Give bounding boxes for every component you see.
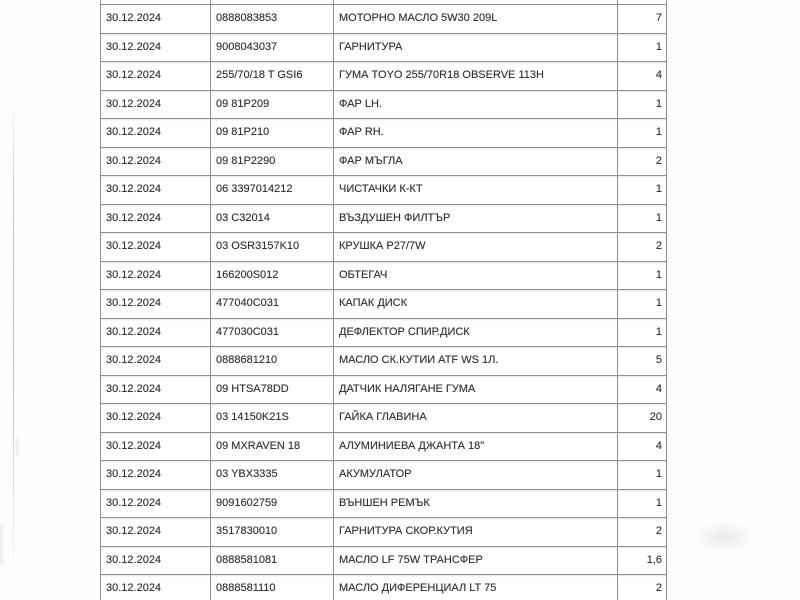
cell-part-number: 09 81P210	[211, 119, 334, 147]
cell-quantity: 5	[618, 347, 667, 375]
cell-date: 30.12.2024	[101, 547, 211, 575]
table-row	[101, 5, 667, 34]
cell-date: 30.12.2024	[101, 347, 211, 375]
cell-date: 30.12.2024	[101, 319, 211, 347]
cell-description: ГАРНИТУРА	[334, 34, 618, 62]
cell-quantity: 4	[618, 376, 667, 404]
cell-quantity: 2	[618, 233, 667, 261]
table-row	[101, 148, 667, 177]
cell-part-number: 03 14150K21S	[211, 404, 334, 432]
table-row	[101, 433, 667, 462]
cell-date: 30.12.2024	[101, 461, 211, 489]
cell-date: 30.12.2024	[101, 119, 211, 147]
table-row	[101, 404, 667, 433]
cell-quantity: 2	[618, 148, 667, 176]
cell-quantity: 7	[618, 5, 667, 33]
cell-part-number: 09 81P2290	[211, 148, 334, 176]
table-row	[101, 518, 667, 547]
cell-quantity: 1	[618, 290, 667, 318]
table-row	[101, 91, 667, 120]
cell-part-number: 9008043037	[211, 34, 334, 62]
cell-part-number: 06 3397014212	[211, 176, 334, 204]
cell-part-number: 0888581110	[211, 575, 334, 600]
cell-description: ДАТЧИК НАЛЯГАНЕ ГУМА	[334, 376, 618, 404]
cell-date: 30.12.2024	[101, 490, 211, 518]
cell-quantity: 1	[618, 319, 667, 347]
cell-part-number: 9091602759	[211, 490, 334, 518]
cell-part-number: 3517830010	[211, 518, 334, 546]
cell-description: КАПАК ДИСК	[334, 290, 618, 318]
cell-part-number: 0888681210	[211, 347, 334, 375]
cell-description: ГУМА TOYO 255/70R18 OBSERVE 113H	[334, 62, 618, 90]
cell-quantity: 4	[618, 433, 667, 461]
cell-quantity: 1	[618, 34, 667, 62]
cell-description: ВЪНШЕН РЕМЪК	[334, 490, 618, 518]
table-row	[101, 262, 667, 291]
cell-description: ГАЙКА ГЛАВИНА	[334, 404, 618, 432]
cell-quantity: 1	[618, 461, 667, 489]
cell-quantity: 1	[618, 119, 667, 147]
cell-date: 30.12.2024	[101, 290, 211, 318]
cell-description: ФАР МЪГЛА	[334, 148, 618, 176]
cell-description: МАСЛО СК.КУТИИ ATF WS 1Л.	[334, 347, 618, 375]
table-row	[101, 119, 667, 148]
table-row	[101, 490, 667, 519]
cell-description: ГАРНИТУРА СКОР.КУТИЯ	[334, 518, 618, 546]
cell-part-number: 09 MXRAVEN 18	[211, 433, 334, 461]
cell-quantity: 1	[618, 91, 667, 119]
cell-description: МАСЛО ДИФЕРЕНЦИАЛ LT 75	[334, 575, 618, 600]
cell-date: 30.12.2024	[101, 5, 211, 33]
cell-description: ОБТЕГАЧ	[334, 262, 618, 290]
cell-date: 30.12.2024	[101, 404, 211, 432]
cell-description: АКУМУЛАТОР	[334, 461, 618, 489]
cell-date: 30.12.2024	[101, 262, 211, 290]
cell-description: ФАР LH.	[334, 91, 618, 119]
cell-date: 30.12.2024	[101, 91, 211, 119]
cell-part-number: 03 C32014	[211, 205, 334, 233]
cell-part-number: 477030C031	[211, 319, 334, 347]
cell-date: 30.12.2024	[101, 62, 211, 90]
cell-part-number: 09 81P209	[211, 91, 334, 119]
scan-smudge-artifact	[698, 522, 750, 552]
cell-date: 30.12.2024	[101, 233, 211, 261]
cell-description: ДЕФЛЕКТОР СПИР.ДИСК	[334, 319, 618, 347]
cell-quantity: 1	[618, 262, 667, 290]
cell-part-number: 166200S012	[211, 262, 334, 290]
scan-speck-artifact	[0, 525, 3, 565]
cell-part-number: 03 OSR3157K10	[211, 233, 334, 261]
cell-part-number: 0888083853	[211, 5, 334, 33]
table-row	[101, 205, 667, 234]
table-row	[101, 34, 667, 63]
cell-date: 30.12.2024	[101, 433, 211, 461]
scan-fold-line-artifact	[13, 90, 14, 595]
table-row	[101, 319, 667, 348]
cell-date: 30.12.2024	[101, 176, 211, 204]
table-body	[101, 5, 667, 600]
cell-part-number: 09 HTSA78DD	[211, 376, 334, 404]
table-row	[101, 233, 667, 262]
cell-part-number: 255/70/18 T GSI6	[211, 62, 334, 90]
cell-quantity: 1	[618, 205, 667, 233]
cell-description: МОТОРНО МАСЛО 5W30 209L	[334, 5, 618, 33]
table-row	[101, 62, 667, 91]
cell-description: ЧИСТАЧКИ К-КТ	[334, 176, 618, 204]
cell-description: КРУШКА P27/7W	[334, 233, 618, 261]
cell-date: 30.12.2024	[101, 148, 211, 176]
cell-quantity: 20	[618, 404, 667, 432]
cell-date: 30.12.2024	[101, 376, 211, 404]
parts-table	[100, 0, 667, 600]
cell-date: 30.12.2024	[101, 34, 211, 62]
table-row	[101, 290, 667, 319]
cell-description: АЛУМИНИЕВА ДЖАНТА 18"	[334, 433, 618, 461]
cell-description: ВЪЗДУШЕН ФИЛТЪР	[334, 205, 618, 233]
cell-quantity: 1	[618, 176, 667, 204]
cell-quantity: 2	[618, 518, 667, 546]
cell-date: 30.12.2024	[101, 205, 211, 233]
cell-date: 30.12.2024	[101, 518, 211, 546]
table-row	[101, 547, 667, 576]
table-row	[101, 347, 667, 376]
table-row	[101, 376, 667, 405]
table-row	[101, 176, 667, 205]
cell-part-number: 0888581081	[211, 547, 334, 575]
table-row	[101, 575, 667, 600]
cell-quantity: 4	[618, 62, 667, 90]
cell-quantity: 2	[618, 575, 667, 600]
cell-quantity: 1	[618, 490, 667, 518]
cell-description: МАСЛО LF 75W ТРАНСФЕР	[334, 547, 618, 575]
cell-quantity: 1,6	[618, 547, 667, 575]
scan-speck-artifact	[16, 438, 18, 456]
cell-description: ФАР RH.	[334, 119, 618, 147]
cell-part-number: 477040C031	[211, 290, 334, 318]
cell-part-number: 03 YBX3335	[211, 461, 334, 489]
cell-date: 30.12.2024	[101, 575, 211, 600]
table-row	[101, 461, 667, 490]
